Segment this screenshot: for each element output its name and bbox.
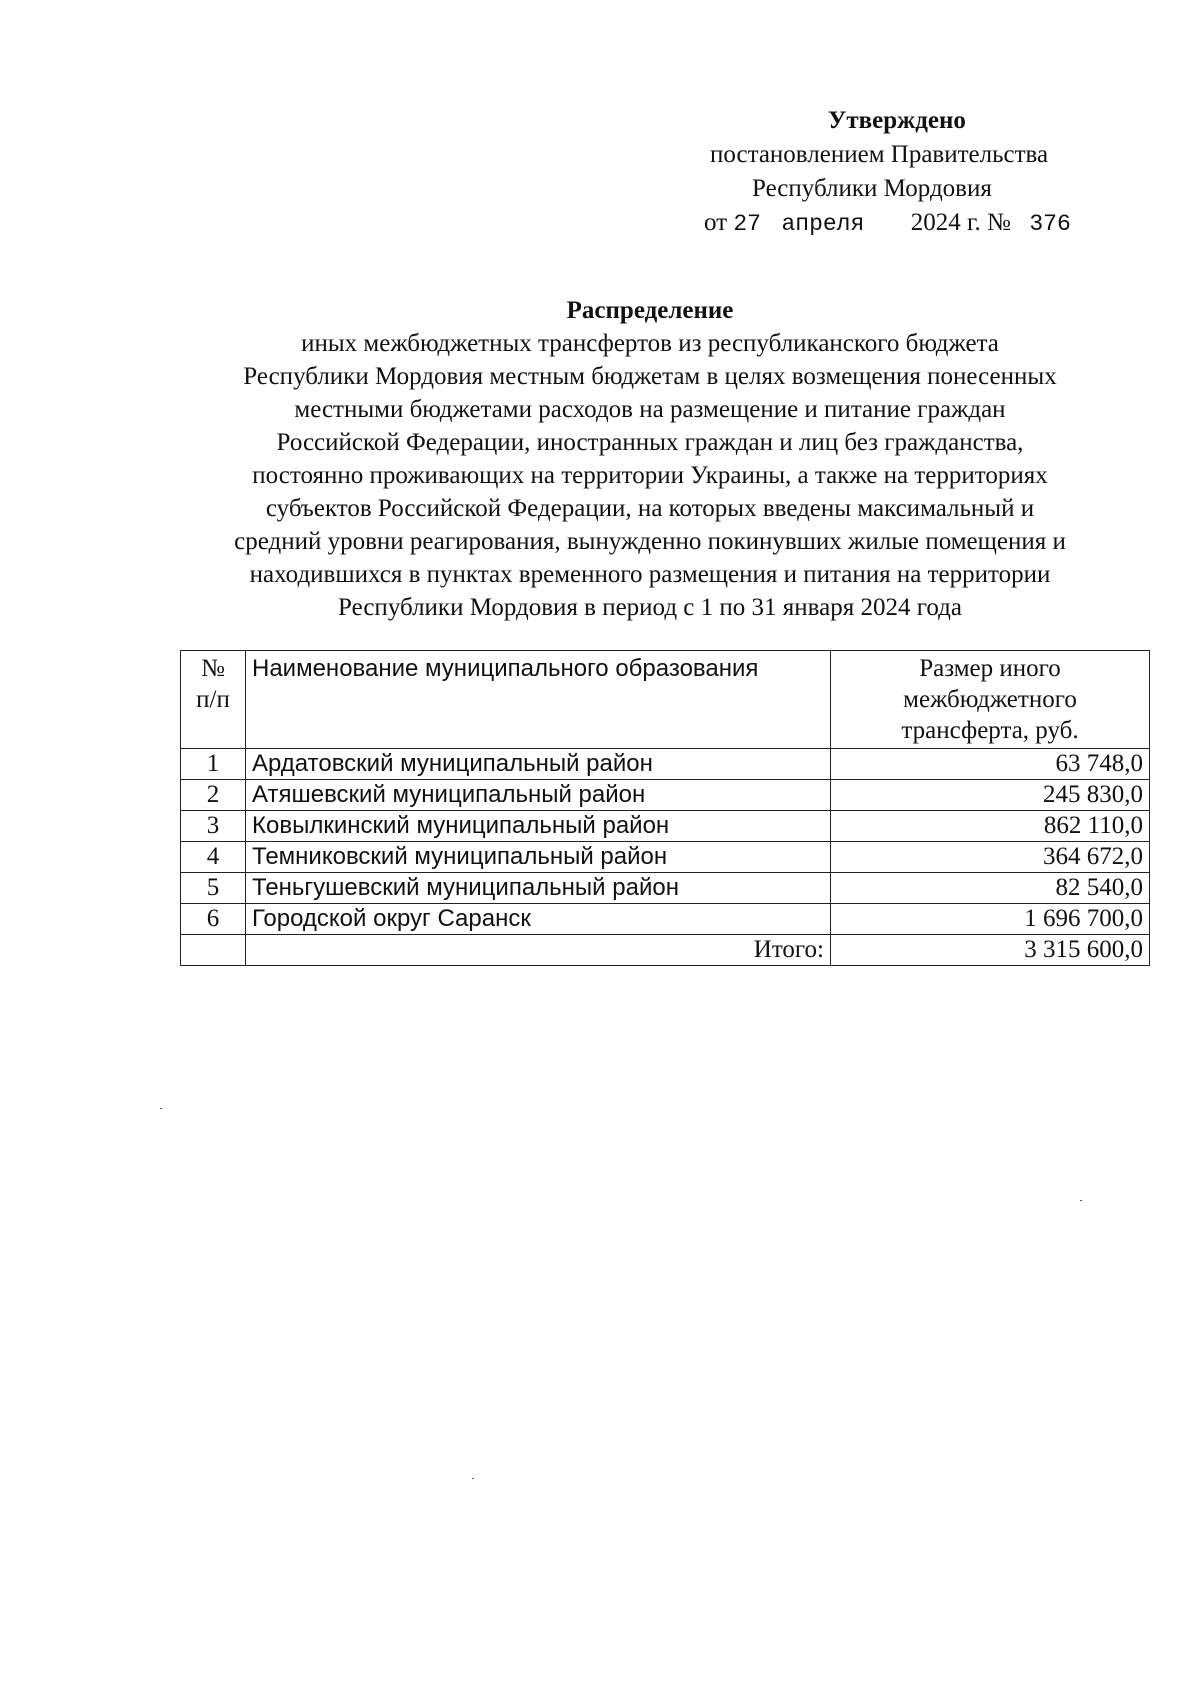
title-line: постоянно проживающих на территории Украины, а также на территориях — [252, 462, 1048, 489]
title-line: субъектов Российской Федерации, на которых введены максимальный и — [265, 495, 1035, 522]
scan-speck — [472, 1478, 474, 1479]
row-amount: 63 748,0 — [831, 749, 1150, 780]
row-name: Ковылкинский муниципальный район — [246, 811, 831, 842]
date-month: апреля — [781, 211, 865, 237]
table-header-row — [181, 651, 1150, 749]
header-amount — [831, 651, 1150, 749]
row-amount: 364 672,0 — [831, 842, 1150, 873]
transfers-table — [180, 650, 1150, 966]
row-amount: 245 830,0 — [831, 780, 1150, 811]
scan-speck — [160, 1108, 162, 1109]
total-empty-cell — [181, 935, 246, 966]
table-row — [181, 811, 1150, 842]
row-name: Теньгушевский муниципальный район — [246, 873, 831, 904]
row-amount: 862 110,0 — [831, 811, 1150, 842]
row-number: 3 — [181, 811, 246, 842]
approval-date-line — [704, 206, 1071, 241]
row-name: Ардатовский муниципальный район — [246, 749, 831, 780]
approval-line-2: Республики Мордовия — [752, 175, 992, 202]
title-line: Республики Мордовия в период с 1 по 31 января 2024 года — [338, 594, 962, 621]
title-line: находившихся в пунктах временного размещения и питания на территории — [249, 561, 1051, 588]
title-line: иных межбюджетных трансфертов из республиканского бюджета — [301, 330, 999, 357]
doc-number: 376 — [1029, 211, 1071, 237]
header-number-abbr: п/п — [196, 686, 230, 713]
date-day: 27 — [733, 211, 761, 237]
table-row — [181, 842, 1150, 873]
row-amount: 1 696 700,0 — [831, 904, 1150, 935]
title-line: местными бюджетами расходов на размещение и питание граждан — [294, 396, 1006, 423]
row-amount: 82 540,0 — [831, 873, 1150, 904]
date-prefix: от — [704, 209, 728, 236]
header-number — [181, 651, 246, 749]
date-year: 2024 г. № — [910, 209, 1011, 236]
total-label: Итого: — [246, 935, 831, 966]
row-name: Городской округ Саранск — [246, 904, 831, 935]
header-amount-line: Размер иного — [919, 655, 1061, 682]
table-total-row — [181, 935, 1150, 966]
document-title — [170, 294, 1130, 624]
table-row — [181, 780, 1150, 811]
table-row — [181, 873, 1150, 904]
row-name: Атяшевский муниципальный район — [246, 780, 831, 811]
row-number: 2 — [181, 780, 246, 811]
row-number: 1 — [181, 749, 246, 780]
table-row — [181, 904, 1150, 935]
scan-speck — [1080, 1200, 1082, 1201]
total-amount: 3 315 600,0 — [831, 935, 1150, 966]
title-line: Российской Федерации, иностранных граждан и лиц без гражданства, — [276, 429, 1024, 456]
header-amount-line: межбюджетного — [903, 686, 1077, 713]
approval-line-1: постановлением Правительства — [710, 141, 1049, 168]
header-amount-line: трансферта, руб. — [901, 717, 1079, 744]
title-heading: Распределение — [566, 297, 734, 324]
approval-title: Утверждено — [828, 107, 966, 134]
row-number: 6 — [181, 904, 246, 935]
row-number: 4 — [181, 842, 246, 873]
table-row — [181, 749, 1150, 780]
title-line: Республики Мордовия местным бюджетам в целях возмещения понесенных — [243, 363, 1057, 390]
title-line: средний уровни реагирования, вынужденно покинувших жилые помещения и — [234, 528, 1066, 555]
header-name: Наименование муниципального образования — [246, 651, 831, 749]
row-name: Темниковский муниципальный район — [246, 842, 831, 873]
header-number-symbol: № — [201, 655, 225, 682]
row-number: 5 — [181, 873, 246, 904]
